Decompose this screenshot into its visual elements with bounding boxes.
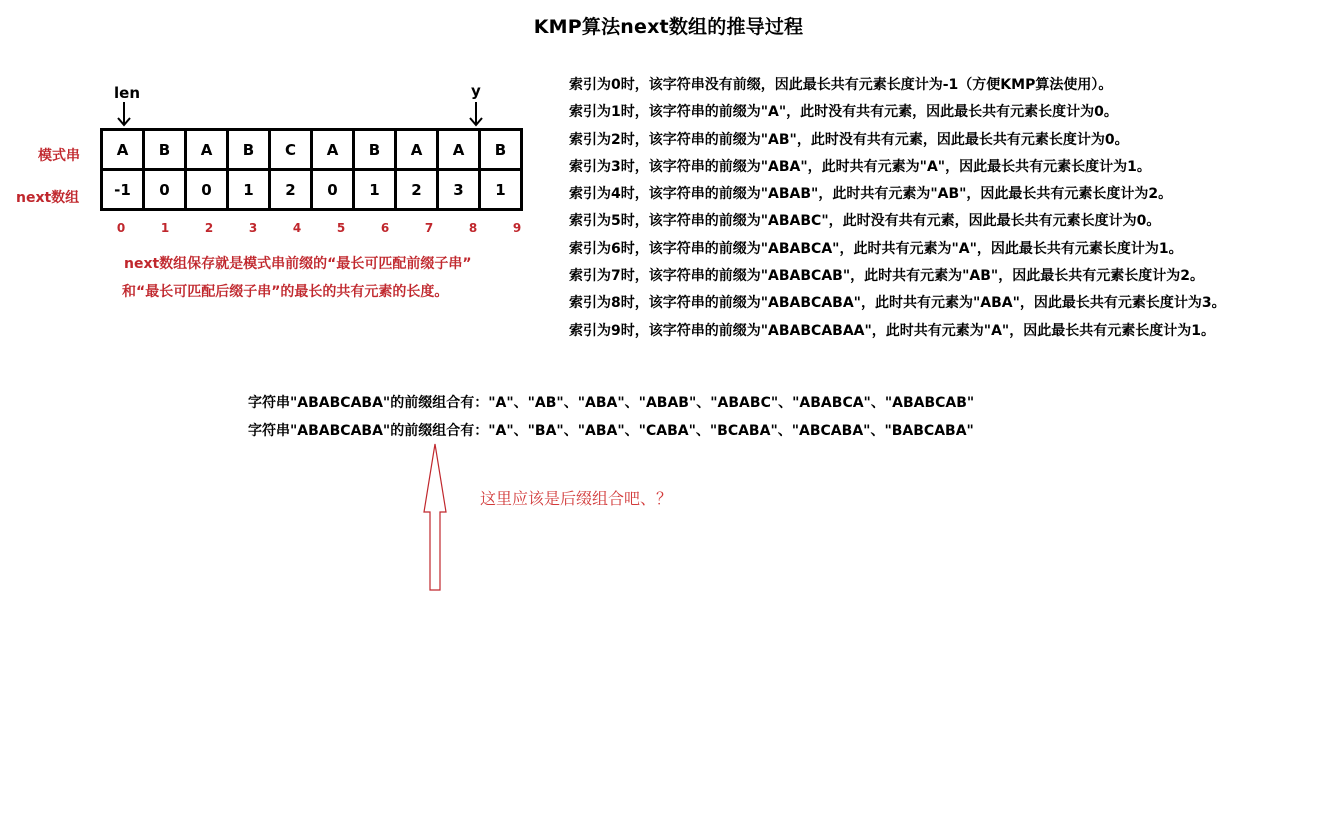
next-row-label: next数组 [16, 190, 80, 206]
explanation-line: 索引为9时，该字符串的前缀为"ABABCABAA"，此时共有元素为"A"，因此最长共有元素长度计为1。 [569, 322, 1215, 339]
page-title: KMP算法next数组的推导过程 [533, 16, 804, 38]
suffix-combinations-line: 字符串"ABABCABA"的前缀组合有："A"、"BA"、"ABA"、"CABA"、"BCABA"、"ABCABA"、"BABCABA" [248, 423, 974, 439]
pattern-cell: B [228, 130, 270, 170]
next-row [102, 170, 522, 210]
index-label: 3 [248, 221, 258, 235]
len-pointer-label: len [114, 84, 140, 102]
explanation-line: 索引为1时，该字符串的前缀为"A"，此时没有共有元素，因此最长共有元素长度计为0。 [569, 104, 1118, 121]
index-label: 4 [292, 221, 302, 235]
hollow-up-arrow-icon [420, 440, 450, 595]
next-cell: 0 [312, 170, 354, 210]
explanation-line: 索引为0时，该字符串没有前缀，因此最长共有元素长度计为-1（方便KMP算法使用）。 [569, 77, 1113, 93]
pattern-cell: B [480, 130, 522, 170]
next-cell: 3 [438, 170, 480, 210]
y-down-arrow-icon [468, 102, 484, 128]
next-cell: 1 [228, 170, 270, 210]
next-note-line-2: 和“最长可匹配后缀子串”的最长的共有元素的长度。 [122, 284, 449, 300]
pattern-next-table [100, 128, 523, 211]
index-label: 6 [380, 221, 390, 235]
pattern-cell: A [438, 130, 480, 170]
explanation-line: 索引为3时，该字符串的前缀为"ABA"，此时共有元素为"A"，因此最长共有元素长度计为1。 [569, 158, 1151, 175]
index-label: 9 [512, 221, 522, 235]
index-label: 5 [336, 221, 346, 235]
index-label: 7 [424, 221, 434, 235]
next-note-line-1: next数组保存就是模式串前缀的“最长可匹配前缀子串” [124, 256, 472, 272]
next-cell: 0 [186, 170, 228, 210]
annotation-question: 这里应该是后缀组合吧、？ [480, 489, 673, 508]
pattern-cell: A [312, 130, 354, 170]
next-cell: 2 [270, 170, 312, 210]
next-cell: 1 [354, 170, 396, 210]
prefix-combinations-line: 字符串"ABABCABA"的前缀组合有："A"、"AB"、"ABA"、"ABAB"、"ABABC"、"ABABCA"、"ABABCAB" [248, 395, 975, 411]
pattern-cell: A [102, 130, 144, 170]
pattern-cell: A [186, 130, 228, 170]
pattern-cell: B [144, 130, 186, 170]
explanation-line: 索引为4时，该字符串的前缀为"ABAB"，此时共有元素为"AB"，因此最长共有元素长度计为2。 [569, 186, 1173, 203]
index-label: 1 [160, 221, 170, 235]
pattern-cell: A [396, 130, 438, 170]
index-label: 2 [204, 221, 214, 235]
explanation-list [569, 72, 1329, 345]
len-down-arrow-icon [116, 102, 132, 128]
index-label: 8 [468, 221, 478, 235]
next-cell: 0 [144, 170, 186, 210]
explanation-line: 索引为8时，该字符串的前缀为"ABABCABA"，此时共有元素为"ABA"，因此最长共有元素长度计为3。 [569, 295, 1226, 312]
explanation-line: 索引为6时，该字符串的前缀为"ABABCA"，此时共有元素为"A"，因此最长共有元素长度计为1。 [569, 240, 1183, 257]
pattern-cell: B [354, 130, 396, 170]
explanation-line: 索引为5时，该字符串的前缀为"ABABC"，此时没有共有元素，因此最长共有元素长度计为0。 [569, 213, 1161, 230]
index-label: 0 [116, 221, 126, 235]
pattern-cell: C [270, 130, 312, 170]
pattern-row-label: 模式串 [38, 148, 80, 164]
next-cell: 2 [396, 170, 438, 210]
y-pointer-label: y [471, 82, 481, 100]
explanation-line: 索引为2时，该字符串的前缀为"AB"，此时没有共有元素，因此最长共有元素长度计为0。 [569, 131, 1129, 148]
explanation-line: 索引为7时，该字符串的前缀为"ABABCAB"，此时共有元素为"AB"，因此最长共有元素长度计为2。 [569, 268, 1204, 285]
pattern-row [102, 130, 522, 170]
next-cell: 1 [480, 170, 522, 210]
next-cell: -1 [102, 170, 144, 210]
